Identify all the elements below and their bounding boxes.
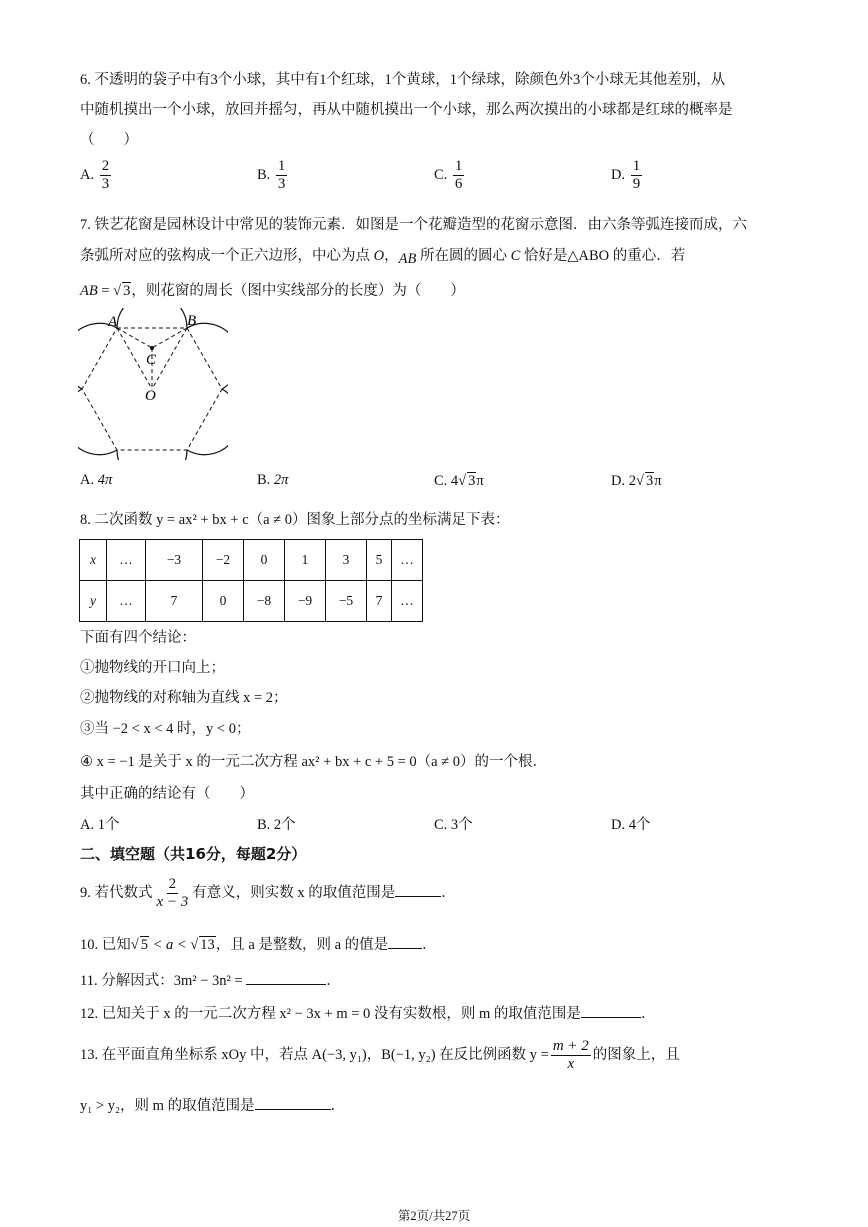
text: 9. 若代数式 — [80, 885, 153, 902]
q11 — [80, 969, 341, 990]
q7-line3: AB = √ 3，则花窗的周长（图中实线部分的长度）为（ ） — [80, 283, 465, 299]
option-label: C. — [434, 167, 448, 184]
q13-line2 — [80, 1094, 345, 1115]
point-c-dot — [150, 346, 154, 350]
table-cell: 0 — [244, 540, 285, 581]
option-label: D. — [611, 167, 626, 184]
flower-window-figure — [78, 308, 228, 460]
text: 恰好是△ABO 的重心．若 — [520, 248, 686, 264]
label-o: O — [145, 388, 156, 404]
radicand: 3 — [645, 473, 654, 489]
table-cell: 0 — [203, 581, 244, 622]
q7-option-b — [257, 472, 288, 489]
q6-option-d — [611, 158, 644, 194]
text: 的图象上，且 — [592, 1047, 680, 1064]
coordinate-table — [79, 539, 423, 622]
table-cell: −8 — [244, 581, 285, 622]
table-cell: 7 — [367, 581, 392, 622]
table-cell: … — [392, 540, 423, 581]
arc-bottom — [117, 450, 187, 460]
option-label: A. — [80, 167, 95, 184]
label-a: A — [108, 314, 118, 330]
option-label: C. — [434, 473, 448, 489]
arc-lower-left — [78, 389, 117, 455]
pi: π — [654, 473, 662, 489]
q9 — [80, 876, 456, 912]
text: 13. 在平面直角坐标系 xOy 中，若点 A(−3, y₁)，B(−1, y₂) 在反比例函数 y = — [80, 1047, 549, 1064]
q8-option-d: D. 4个 — [611, 817, 651, 833]
table-row-y — [80, 581, 423, 622]
q6-line3: （ ） — [80, 132, 138, 148]
text: y₁ > y₂，则 m 的取值范围是 — [80, 1098, 255, 1114]
table-cell: 1 — [285, 540, 326, 581]
pi: π — [476, 473, 484, 489]
q6-line1: 6. 不透明的袋子中有3个小球，其中有1个红球，1个黄球，1个绿球，除颜色外3个小球无其他差别，从 — [80, 72, 726, 88]
text: ． — [441, 885, 456, 902]
text: 11. 分解因式：3m² − 3n² = — [80, 973, 243, 989]
numerator: 2 — [100, 158, 112, 176]
q8-intro: 下面有四个结论： — [80, 630, 196, 646]
text: ，则花窗的周长（图中实线部分的长度）为（ ） — [131, 283, 465, 299]
numerator: m + 2 — [551, 1038, 591, 1056]
answer-blank — [246, 970, 326, 986]
option-value: 2π — [273, 472, 289, 488]
q8-ask: 其中正确的结论有（ ） — [80, 786, 254, 802]
table-cell: −3 — [146, 540, 203, 581]
coefficient: 2 — [628, 473, 636, 489]
arc-top — [117, 308, 187, 328]
denominator: 3 — [277, 176, 286, 193]
table-cell: −2 — [203, 540, 244, 581]
numerator: 1 — [276, 158, 288, 176]
q8-option-c: C. 3个 — [434, 817, 473, 833]
numerator: 1 — [453, 158, 465, 176]
text: 有意义，则实数 x 的取值范围是 — [192, 885, 396, 902]
denominator: x − 3 — [156, 894, 189, 911]
arc-ab: AB — [398, 251, 417, 267]
numerator: 1 — [631, 158, 643, 176]
text: < a < — [148, 937, 191, 953]
q8-conclusion-2: ②抛物线的对称轴为直线 x = 2； — [80, 690, 288, 706]
segment-bc — [152, 328, 187, 348]
arc-upper-right — [187, 323, 228, 389]
segment-bo — [152, 328, 187, 389]
coefficient: 4 — [450, 473, 459, 489]
table-cell: −5 — [326, 581, 367, 622]
denominator: 3 — [101, 176, 110, 193]
option-label: B. — [257, 472, 271, 488]
q8-conclusion-1: ①抛物线的开口向上； — [80, 660, 225, 676]
q6-option-b — [257, 158, 289, 194]
text: = — [97, 283, 114, 299]
answer-blank — [581, 1003, 641, 1019]
answer-blank — [395, 882, 441, 898]
radicand: 3 — [468, 473, 476, 489]
text: 12. 已知关于 x 的一元二次方程 x² − 3x + m = 0 没有实数根，则 m 的取值范围是 — [80, 1006, 581, 1022]
text: ． — [640, 1006, 656, 1022]
text: ， — [384, 248, 399, 264]
option-label: A. — [80, 472, 95, 488]
answer-blank — [388, 934, 422, 950]
page-footer: 第2页/共27页 — [397, 1209, 471, 1223]
q7-option-a — [80, 472, 112, 489]
table-cell: … — [107, 540, 146, 581]
radicand: 13 — [200, 937, 215, 953]
section-heading: 二、填空题（共16分，每题2分） — [80, 845, 307, 863]
q7-line1: 7. 铁艺花窗是园林设计中常见的装饰元素．如图是一个花瓣造型的花窗示意图．由六条等弧连接而成，六 — [80, 217, 747, 233]
q8-line1: 8. 二次函数 y = ax² + bx + c（a ≠ 0）图象上部分点的坐标满足下表： — [80, 512, 510, 528]
table-cell: y — [80, 581, 107, 622]
numerator: 2 — [167, 876, 179, 894]
radicand: 3 — [123, 283, 131, 299]
answer-blank — [255, 1095, 331, 1111]
table-cell: … — [392, 581, 423, 622]
q8-option-b: B. 2个 — [257, 817, 296, 833]
table-cell: … — [107, 581, 146, 622]
table-cell: x — [80, 540, 107, 581]
q6-option-c — [434, 158, 466, 194]
denominator: 9 — [632, 176, 641, 193]
text: ． — [422, 937, 437, 953]
option-label: B. — [257, 167, 271, 184]
q7-option-c: C. 4√ 3π — [434, 473, 484, 489]
point-c: C — [510, 248, 521, 264]
q6-line2: 中随机摸出一个小球，放回并摇匀，再从中随机摸出一个小球，那么两次摸出的小球都是红球的概率是 — [80, 102, 733, 118]
table-cell: 7 — [146, 581, 203, 622]
denominator: x — [567, 1056, 575, 1073]
option-value: 4π — [97, 472, 113, 488]
text: 条弧所对应的弦构成一个正六边形，中心为点 — [80, 248, 374, 264]
text: ，且 a 是整数，则 a 的值是 — [215, 937, 389, 953]
point-o: O — [373, 248, 385, 264]
arc-upper-left — [78, 323, 117, 389]
table-row-x — [80, 540, 423, 581]
text: ． — [330, 1098, 346, 1114]
label-c: C — [146, 352, 157, 368]
q10: 10. 已知√ 5 < a < √ 13，且 a 是整数，则 a 的值是 ． — [80, 933, 437, 954]
text: ． — [326, 973, 341, 989]
table-cell: −9 — [285, 581, 326, 622]
arc-lower-right — [187, 389, 228, 455]
option-label: D. — [611, 473, 626, 489]
denominator: 6 — [454, 176, 463, 193]
q12 — [80, 1002, 655, 1023]
q8-conclusion-4: ④ x = −1 是关于 x 的一元二次方程 ax² + bx + c + 5 = 0（a ≠ 0）的一个根． — [80, 754, 548, 770]
text: 所在圆的圆心 — [416, 248, 511, 264]
radicand: 5 — [140, 937, 148, 953]
q6-option-a — [80, 158, 113, 194]
text: 10. 已知 — [80, 937, 131, 953]
table-cell: 3 — [326, 540, 367, 581]
q8-conclusion-3: ③当 −2 < x < 4 时，y < 0； — [80, 721, 251, 737]
q7-line2 — [80, 244, 685, 265]
segment-ac — [117, 328, 152, 348]
segment-ab: AB — [80, 283, 98, 299]
q13-line1 — [80, 1038, 680, 1074]
q7-option-d: D. 2√ 3π — [611, 473, 662, 489]
table-cell: 5 — [367, 540, 392, 581]
label-b: B — [187, 313, 197, 329]
q8-option-a: A. 1个 — [80, 817, 120, 833]
